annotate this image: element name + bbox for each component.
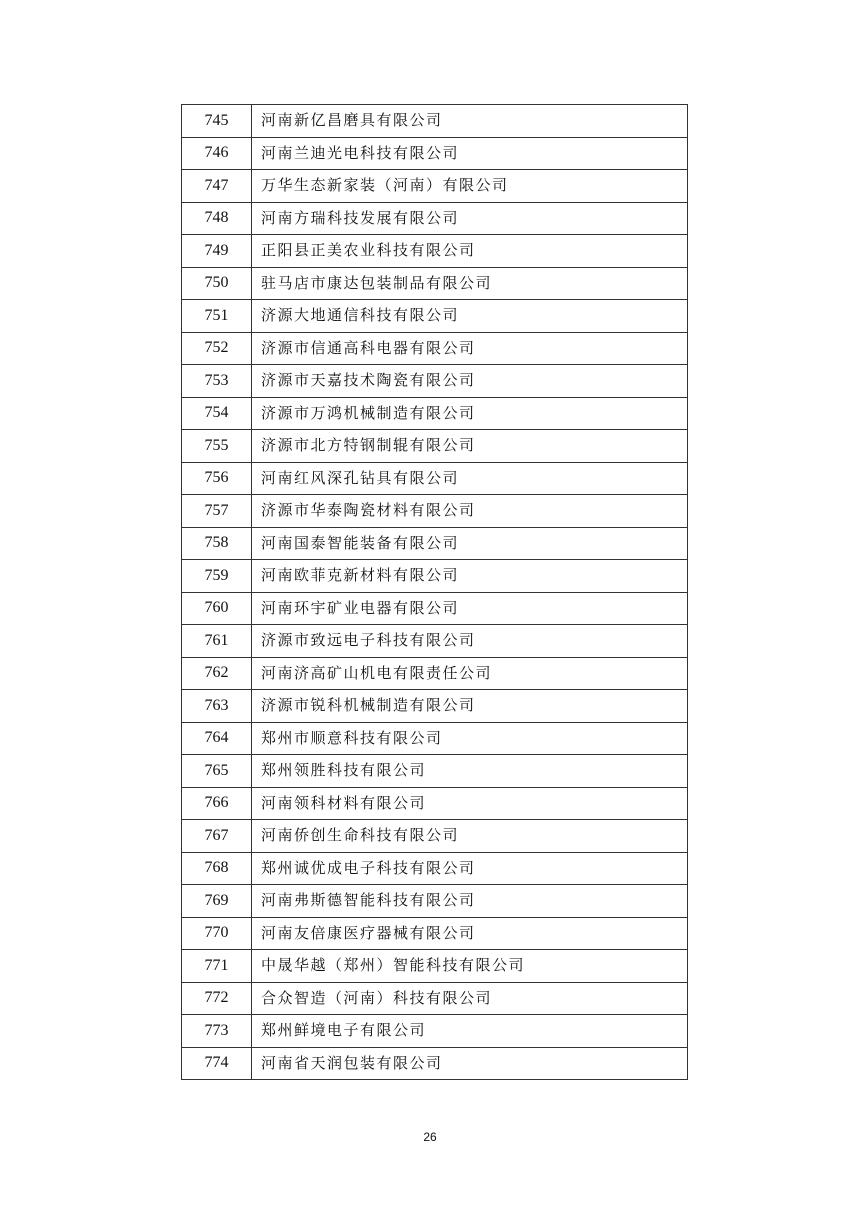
table-row bbox=[182, 592, 688, 625]
table-row bbox=[182, 820, 688, 853]
table-row bbox=[182, 787, 688, 820]
company-name: 河南省天润包装有限公司 bbox=[252, 1047, 688, 1080]
company-name: 河南侨创生命科技有限公司 bbox=[252, 820, 688, 853]
row-number: 774 bbox=[182, 1047, 252, 1080]
company-name: 济源市北方特钢制辊有限公司 bbox=[252, 430, 688, 463]
table-row bbox=[182, 365, 688, 398]
company-name: 郑州鲜境电子有限公司 bbox=[252, 1015, 688, 1048]
row-number: 764 bbox=[182, 722, 252, 755]
table-row bbox=[182, 105, 688, 138]
company-name: 郑州领胜科技有限公司 bbox=[252, 755, 688, 788]
table-row bbox=[182, 690, 688, 723]
company-name: 河南方瑞科技发展有限公司 bbox=[252, 202, 688, 235]
table-row bbox=[182, 950, 688, 983]
row-number: 745 bbox=[182, 105, 252, 138]
table-body bbox=[182, 105, 688, 1080]
company-name: 河南友倍康医疗器械有限公司 bbox=[252, 917, 688, 950]
company-name: 济源市致远电子科技有限公司 bbox=[252, 625, 688, 658]
table-row bbox=[182, 657, 688, 690]
table-row bbox=[182, 430, 688, 463]
row-number: 751 bbox=[182, 300, 252, 333]
table-row bbox=[182, 560, 688, 593]
company-name: 济源市万鸿机械制造有限公司 bbox=[252, 397, 688, 430]
row-number: 770 bbox=[182, 917, 252, 950]
table-row bbox=[182, 462, 688, 495]
row-number: 749 bbox=[182, 235, 252, 268]
row-number: 771 bbox=[182, 950, 252, 983]
table-row bbox=[182, 885, 688, 918]
company-name: 河南弗斯德智能科技有限公司 bbox=[252, 885, 688, 918]
table-row bbox=[182, 1047, 688, 1080]
company-name: 济源市锐科机械制造有限公司 bbox=[252, 690, 688, 723]
row-number: 772 bbox=[182, 982, 252, 1015]
table-row bbox=[182, 982, 688, 1015]
company-list-table-wrap bbox=[181, 104, 688, 1080]
row-number: 747 bbox=[182, 170, 252, 203]
page-number: 26 bbox=[423, 1130, 437, 1144]
row-number: 761 bbox=[182, 625, 252, 658]
table-row bbox=[182, 137, 688, 170]
table-row bbox=[182, 755, 688, 788]
company-name: 河南新亿昌磨具有限公司 bbox=[252, 105, 688, 138]
table-row bbox=[182, 397, 688, 430]
row-number: 762 bbox=[182, 657, 252, 690]
row-number: 763 bbox=[182, 690, 252, 723]
company-name: 河南环宇矿业电器有限公司 bbox=[252, 592, 688, 625]
table-row bbox=[182, 917, 688, 950]
row-number: 753 bbox=[182, 365, 252, 398]
row-number: 768 bbox=[182, 852, 252, 885]
row-number: 756 bbox=[182, 462, 252, 495]
row-number: 760 bbox=[182, 592, 252, 625]
table-row bbox=[182, 235, 688, 268]
table-row bbox=[182, 202, 688, 235]
table-row bbox=[182, 170, 688, 203]
row-number: 758 bbox=[182, 527, 252, 560]
row-number: 765 bbox=[182, 755, 252, 788]
row-number: 754 bbox=[182, 397, 252, 430]
table-row bbox=[182, 852, 688, 885]
table-row bbox=[182, 267, 688, 300]
company-name: 河南领科材料有限公司 bbox=[252, 787, 688, 820]
company-name: 郑州诚优成电子科技有限公司 bbox=[252, 852, 688, 885]
row-number: 773 bbox=[182, 1015, 252, 1048]
table-row bbox=[182, 300, 688, 333]
row-number: 757 bbox=[182, 495, 252, 528]
company-name: 驻马店市康达包装制品有限公司 bbox=[252, 267, 688, 300]
row-number: 755 bbox=[182, 430, 252, 463]
company-name: 万华生态新家装（河南）有限公司 bbox=[252, 170, 688, 203]
company-name: 合众智造（河南）科技有限公司 bbox=[252, 982, 688, 1015]
table-row bbox=[182, 332, 688, 365]
company-name: 河南济高矿山机电有限责任公司 bbox=[252, 657, 688, 690]
company-name: 河南欧菲克新材料有限公司 bbox=[252, 560, 688, 593]
company-name: 河南国泰智能装备有限公司 bbox=[252, 527, 688, 560]
company-name: 河南兰迪光电科技有限公司 bbox=[252, 137, 688, 170]
row-number: 746 bbox=[182, 137, 252, 170]
row-number: 748 bbox=[182, 202, 252, 235]
table-row bbox=[182, 1015, 688, 1048]
table-row bbox=[182, 722, 688, 755]
row-number: 766 bbox=[182, 787, 252, 820]
company-name: 正阳县正美农业科技有限公司 bbox=[252, 235, 688, 268]
company-name: 郑州市顺意科技有限公司 bbox=[252, 722, 688, 755]
company-name: 济源市华泰陶瓷材料有限公司 bbox=[252, 495, 688, 528]
row-number: 750 bbox=[182, 267, 252, 300]
table-row bbox=[182, 625, 688, 658]
row-number: 769 bbox=[182, 885, 252, 918]
company-name: 河南红风深孔钻具有限公司 bbox=[252, 462, 688, 495]
company-list-table bbox=[181, 104, 688, 1080]
row-number: 752 bbox=[182, 332, 252, 365]
company-name: 济源市信通高科电器有限公司 bbox=[252, 332, 688, 365]
table-row bbox=[182, 527, 688, 560]
company-name: 济源大地通信科技有限公司 bbox=[252, 300, 688, 333]
company-name: 中晟华越（郑州）智能科技有限公司 bbox=[252, 950, 688, 983]
company-name: 济源市天嘉技术陶瓷有限公司 bbox=[252, 365, 688, 398]
table-row bbox=[182, 495, 688, 528]
row-number: 767 bbox=[182, 820, 252, 853]
row-number: 759 bbox=[182, 560, 252, 593]
